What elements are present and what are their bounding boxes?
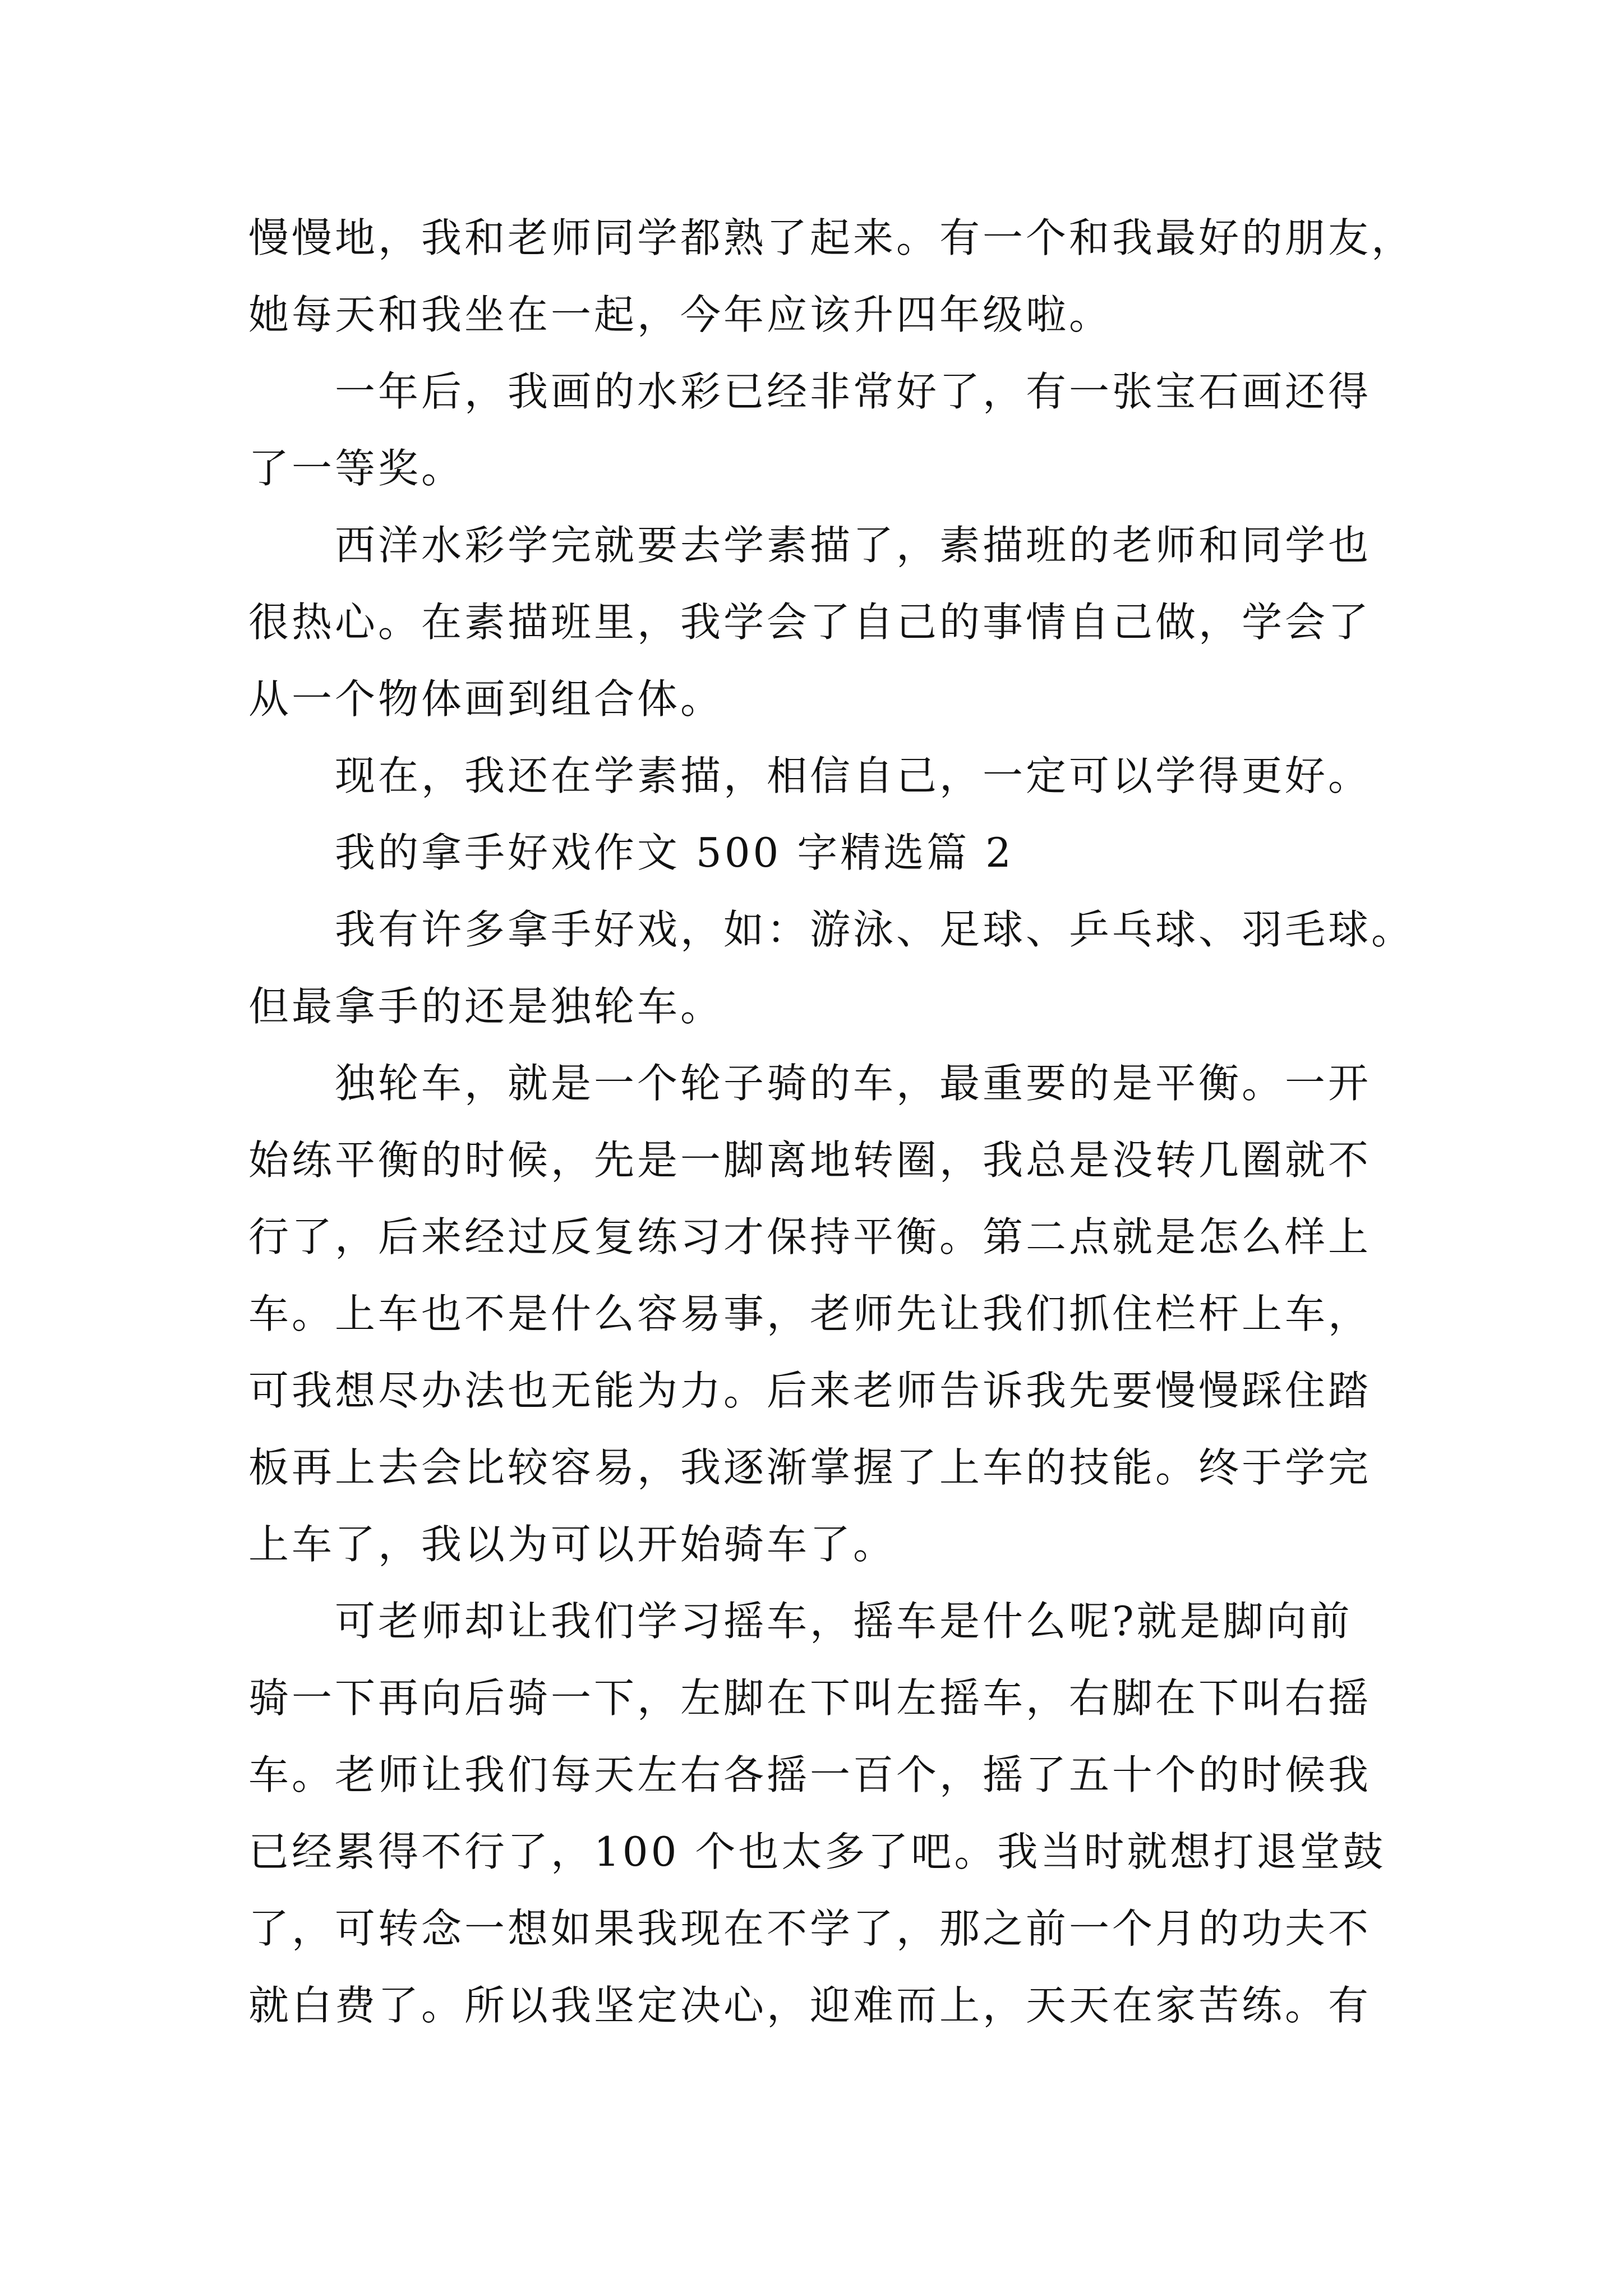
text-line: 车。上车也不是什么容易事，老师先让我们抓住栏杆上车， — [248, 1290, 1372, 1337]
document-body — [248, 200, 1482, 2044]
text-line: 独轮车，就是一个轮子骑的车，最重要的是平衡。一开 — [335, 1060, 1372, 1107]
text-line: 一年后，我画的水彩已经非常好了，有一张宝石画还得 — [335, 368, 1372, 415]
text-line: 车。老师让我们每天左右各摇一百个，摇了五十个的时候我 — [248, 1751, 1372, 1798]
text-line: 已经累得不行了，100 个也太多了吧。我当时就想打退堂鼓 — [248, 1828, 1386, 1875]
text-line: 了，可转念一想如果我现在不学了，那之前一个月的功夫不 — [248, 1905, 1372, 1952]
text-line: 现在，我还在学素描，相信自己，一定可以学得更好。 — [335, 752, 1372, 799]
text-line: 从一个物体画到组合体。 — [248, 675, 724, 723]
text-line: 板再上去会比较容易，我逐渐掌握了上车的技能。终于学完 — [248, 1444, 1372, 1491]
paragraph — [248, 507, 1482, 738]
text-line: 可我想尽办法也无能为力。后来老师告诉我先要慢慢踩住踏 — [248, 1367, 1372, 1414]
text-line: 行了，后来经过反复练习才保持平衡。第二点就是怎么样上 — [248, 1213, 1372, 1260]
text-line: 慢慢地，我和老师同学都熟了起来。有一个和我最好的朋友， — [248, 214, 1415, 261]
text-line: 但最拿手的还是独轮车。 — [248, 983, 724, 1030]
text-line: 可老师却让我们学习摇车，摇车是什么呢?就是脚向前 — [335, 1598, 1353, 1645]
text-line: 始练平衡的时候，先是一脚离地转圈，我总是没转几圈就不 — [248, 1137, 1372, 1184]
paragraph — [248, 738, 1482, 815]
text-line: 骑一下再向后骑一下，左脚在下叫左摇车，右脚在下叫右摇 — [248, 1674, 1372, 1722]
section-title-block — [248, 815, 1482, 891]
paragraph — [248, 1045, 1482, 1583]
text-line: 西洋水彩学完就要去学素描了，素描班的老师和同学也 — [335, 522, 1372, 569]
text-line: 很热心。在素描班里，我学会了自己的事情自己做，学会了 — [248, 599, 1372, 646]
section-title: 我的拿手好戏作文 500 字精选篇 2 — [335, 829, 1014, 876]
paragraph — [248, 1583, 1482, 2044]
text-line: 她每天和我坐在一起，今年应该升四年级啦。 — [248, 291, 1113, 338]
paragraph — [248, 891, 1482, 1045]
text-line: 就白费了。所以我坚定决心，迎难而上，天天在家苦练。有 — [248, 1982, 1372, 2029]
paragraph — [248, 353, 1482, 507]
text-line: 了一等奖。 — [248, 445, 465, 492]
text-line: 上车了，我以为可以开始骑车了。 — [248, 1521, 897, 1568]
text-line: 我有许多拿手好戏，如：游泳、足球、乒乓球、羽毛球。 — [335, 906, 1415, 953]
paragraph — [248, 200, 1482, 353]
